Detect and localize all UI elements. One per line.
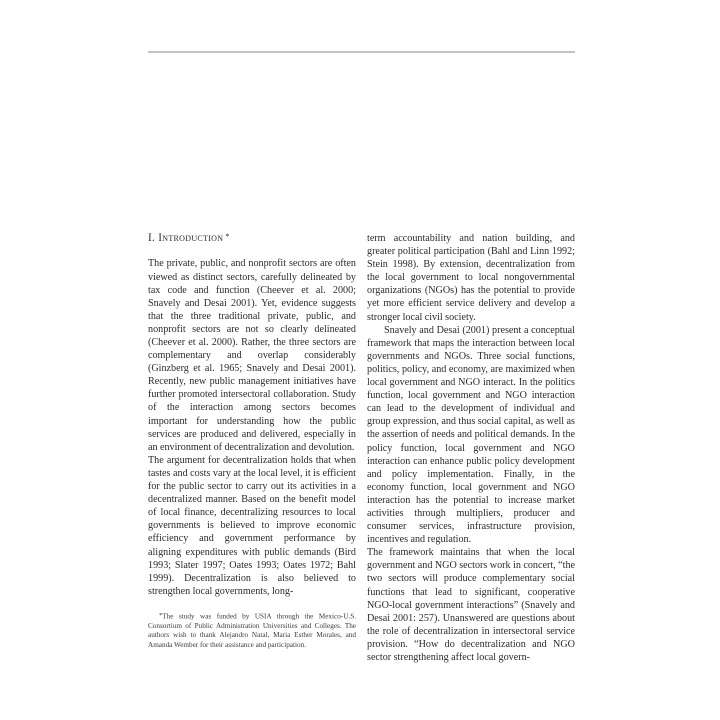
footnote-marker: *: [225, 232, 230, 241]
paragraph: Snavely and Desai (2001) present a conceptual framework that maps the interaction between local governments and NGOs. Three social functions, politics, policy, and economy, are maximized when local government and NGO interact. In the politics function, local government and NGO interaction can lead to the development of individual and group expression, and thus social capital, as well as the assertion of needs and political demands. In the policy function, local government and NGO interaction can enhance public policy development and policy implementation. Finally, in the economy function, local government and NGO interaction has the potential to increase market activities through multipliers, producer and consumer services, infrastructure provision, incentives and regulation.: [367, 324, 575, 546]
two-column-layout: [148, 232, 575, 664]
paragraph: term accountability and nation building, and greater political participation (Bahl and Linn 1992; Stein 1998). By extension, decentralization from the local government to local nongovernmental organizations (NGOs) has the potential to provide yet more efficient service delivery and develop a stronger local civil society.: [367, 233, 575, 323]
footnote-star: *: [159, 611, 163, 619]
footnote-body: The study was funded by USIA through the Mexico-U.S. Consortium of Public Administration Universities and Colleges. The authors wish to thank Alejandro Natal, Maria Esther Morales, and Amanda Wember for their assistance and participation.: [148, 612, 356, 649]
paragraph: The private, public, and nonprofit sectors are often viewed as distinct sectors, carefully delineated by tax code and function (Cheever et al. 2000; Snavely and Desai 2001). Yet, evidence suggests that the three traditional private, public, and nonprofit sectors are not so clearly delineated (Cheever et al. 2000). Rather, the three sectors are complementary and overlap considerably (Ginzberg et al. 1965; Snavely and Desai 2001). Recently, new public management initiatives have further promoted intersectoral collaboration. Study of the interaction among sectors becomes important for understanding how the public services are produced and delivered, especially in an environment of decentralization and devolution.: [148, 258, 356, 453]
section-title: Introduction: [158, 232, 224, 244]
header-rule: [148, 51, 575, 53]
section-number: I.: [148, 232, 156, 244]
page-body: [148, 232, 575, 664]
footnote-block: [148, 611, 356, 650]
paragraph: The framework maintains that when the local government and NGO sectors work in concert, “the two sectors will produce complementary social functions that lead to significant, cooperative NGO-local government interactions” (Snavely and Desai 2001: 257). Unanswered are questions about the role of decentralization in intersectoral service provision. “How do decentralization and NGO sector strengthening affect local govern-: [367, 547, 575, 663]
section-heading: [148, 232, 356, 245]
footnote-text: [148, 611, 356, 650]
paragraph: The argument for decentralization holds that when tastes and costs vary at the local level, it is efficient for the public sector to carry out its activities in a decentralized manner. Based on the benefit model of local finance, decentralizing resources to local governments is believed to improve economic efficiency and government performance by aligning expenditures with public demands (Bird 1993; Slater 1997; Oates 1993; Oates 1972; Bahl 1999). Decentralization is also believed to strengthen local governments, long-: [148, 454, 356, 597]
right-column: [367, 232, 575, 664]
left-column: [148, 232, 356, 650]
